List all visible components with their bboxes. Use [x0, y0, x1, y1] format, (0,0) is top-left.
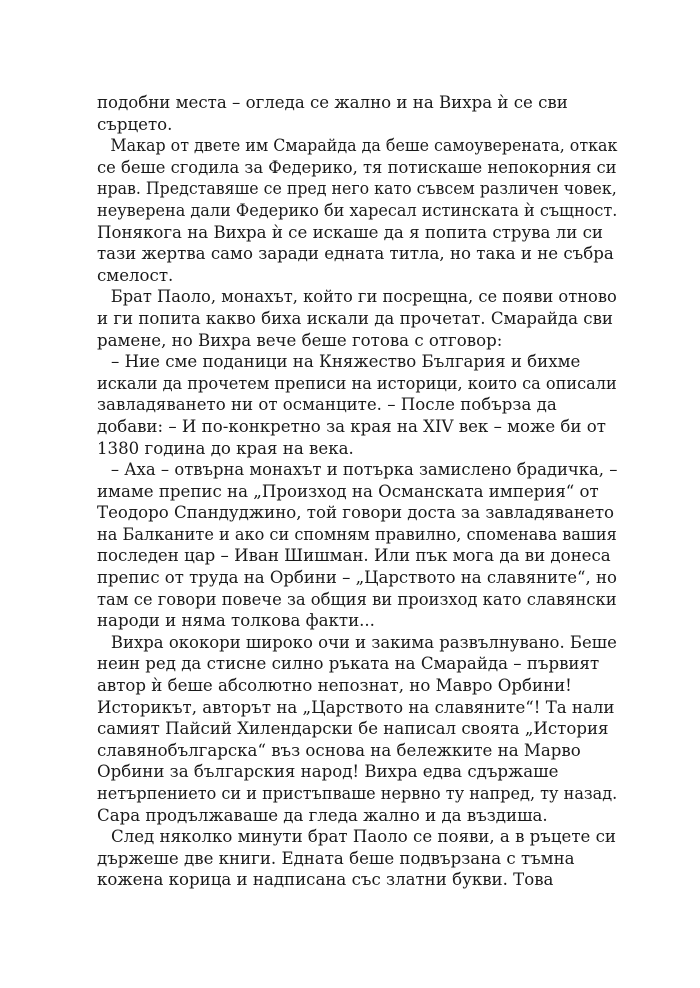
text-line: се беше сгодила за Федерико, тя потискаше непокорния си [97, 157, 617, 177]
text-line: самият Пайсий Хилендарски бе написал своята „История [97, 719, 609, 739]
text-line: и ги попита какво биха искали да прочетат. Смарайда сви [97, 308, 613, 328]
paragraph-first-line: Брат Паоло, монахът, който ги посрещна, се появи отново [110, 287, 617, 307]
text-line: подобни места – огледа се жално и на Вихра ѝ се сви [97, 93, 568, 112]
paragraph-first-line: – Аха – отвърна монахът и потърка замислено брадичка, – [110, 460, 618, 480]
paragraph-first-line: Макар от двете им Смарайда да беше самоуверената, откак [110, 136, 618, 156]
paragraph-first-line: След няколко минути брат Паоло се появи, а в ръцете си [111, 827, 616, 847]
text-line: народи и няма толкова факти... [97, 611, 375, 631]
text-line: Сара продължаваше да гледа жално и да въздиша. [97, 805, 548, 825]
text-line: държеше две книги. Едната беше подвързана с тъмна [97, 848, 575, 868]
body-text [97, 92, 617, 891]
text-line: рамене, но Вихра вече беше готова с отговор: [97, 330, 503, 350]
text-line: Орбини за българския народ! Вихра едва сдържаше [97, 762, 559, 782]
paragraph-first-line: – Ние сме поданици на Княжество България и бихме [111, 352, 581, 372]
text-line: добави: – И по-конкретно за края на XIV век – може би от [97, 416, 606, 436]
paragraph-first-line: Вихра ококори широко очи и закима развълнувано. Беше [110, 632, 617, 652]
text-line: последен цар – Иван Шишман. Или пък мога да ви донеса [97, 546, 611, 566]
text-line: Понякога на Вихра ѝ се искаше да я попита струва ли си [97, 222, 603, 242]
text-line: Историкът, авторът на „Царството на славяните“! Та нали [97, 697, 615, 717]
text-line: славянобългарска“ въз основа на бележките на Марво [97, 740, 581, 760]
text-line: нетърпението си и пристъпваше нервно ту напред, ту назад. [97, 784, 618, 803]
text-line: сърцето. [97, 114, 173, 134]
text-line: завладяването ни от османците. – После побърза да [97, 395, 557, 415]
text-line: препис от труда на Орбини – „Царството на славяните“, но [97, 568, 617, 588]
text-line: на Балканите и ако си спомням правилно, споменава вашия [97, 524, 617, 544]
text-line: кожена корица и надписана със златни букви. Това [97, 870, 554, 890]
text-line: неуверена дали Федерико би харесал истинската ѝ същност. [97, 200, 618, 220]
text-line: искали да прочетем преписи на историци, които са описали [97, 373, 617, 393]
text-line: Теодоро Спандуджино, той говори доста за завладяването [97, 503, 615, 523]
text-line: неин ред да стисне силно ръката на Смарайда – първият [97, 654, 600, 674]
text-line: имаме препис на „Произход на Османската империя“ от [97, 481, 599, 501]
text-line: смелост. [97, 265, 174, 285]
text-line: тази жертва само заради едната титла, но така и не събра [97, 244, 614, 264]
text-line: 1380 година до края на века. [97, 438, 354, 458]
text-line: там се говори повече за общия ви произход като славянски [97, 589, 617, 609]
text-line: автор ѝ беше абсолютно непознат, но Мавро Орбини! [97, 676, 572, 696]
text-line: нрав. Представяше се пред него като съвсем различен човек, [97, 179, 617, 199]
